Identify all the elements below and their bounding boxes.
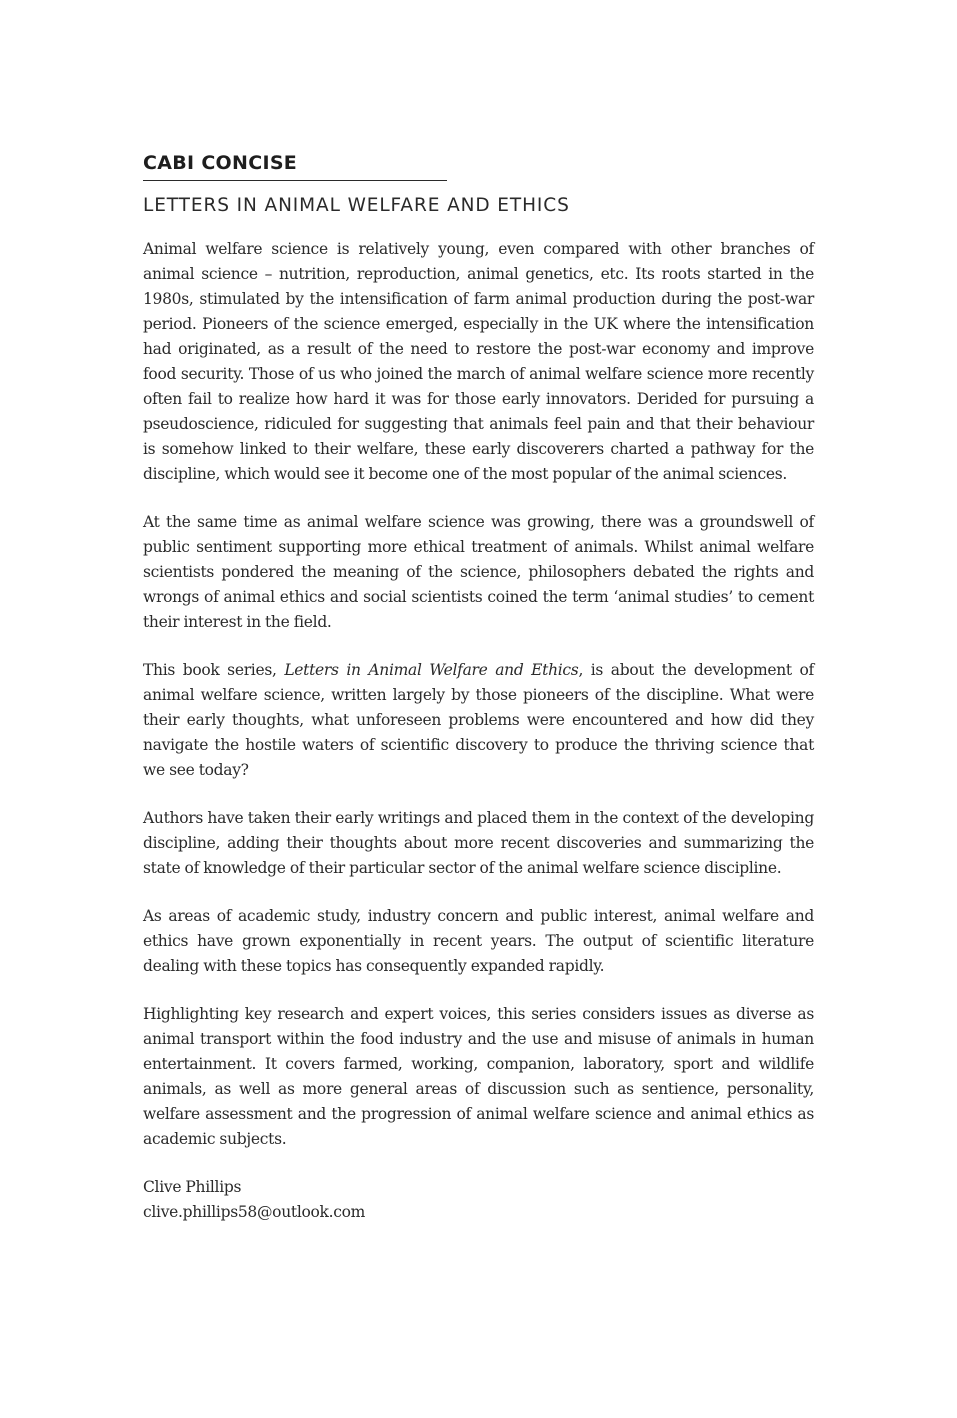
editor-name: Clive Phillips	[143, 1178, 242, 1196]
paragraph-6: Highlighting key research and expert voices, this series considers issues as diverse as animal transport within the food industry and the use and misuse of animals in human entertainment. It covers farmed, working, companion, laboratory, sport and wildlife animals, as well as more general areas of discussion such as sentience, personality, welfare assessment and the progression of animal welfare science and animal ethics as academic subjects.	[143, 1005, 814, 1148]
paragraph-3-rest: , is about the development of animal welfare science, written largely by those pioneers of the discipline. What were their early thoughts, what unforeseen problems were encountered and how did they navigate the hostile waters of scientific discovery to produce the thriving science that we see today?	[143, 661, 814, 779]
heading-rule	[143, 180, 447, 181]
brand-heading: CABI CONCISE	[143, 152, 298, 174]
paragraph-1: Animal welfare science is relatively young, even compared with other branches of animal science – nutrition, reproduction, animal genetics, etc. Its roots started in the 1980s, stimulated by the intensification of farm animal production during the post-war period. Pioneers of the science emerged, especially in the UK where the intensification had originated, as a result of the need to restore the post-war economy and improve food security. Those of us who joined the march of animal welfare science more recently often fail to realize how hard it was for those early innovators. Derided for pursuing a pseudoscience, ridiculed for suggesting that animals feel pain and that their behaviour is somehow linked to their welfare, these early discoverers charted a pathway for the discipline, which would see it become one of the most popular of the animal sciences.	[143, 240, 814, 483]
editor-email: clive.phillips58@outlook.com	[143, 1203, 366, 1221]
page	[143, 150, 814, 1225]
paragraph-3-lead: This book series,	[143, 661, 285, 679]
signature-block	[143, 1175, 814, 1225]
paragraph-5: As areas of academic study, industry concern and public interest, animal welfare and ethics have grown exponentially in recent years. The output of scientific literature dealing with these topics has consequently expanded rapidly.	[143, 907, 814, 975]
paragraph-3	[143, 658, 814, 783]
paragraph-2: At the same time as animal welfare science was growing, there was a groundswell of public sentiment supporting more ethical treatment of animals. Whilst animal welfare scientists pondered the meaning of the science, philosophers debated the rights and wrongs of animal ethics and social scientists coined the term ‘animal studies’ to cement their interest in the field.	[143, 513, 814, 631]
paragraph-4: Authors have taken their early writings and placed them in the context of the developing discipline, adding their thoughts about more recent discoveries and summarizing the state of knowledge of their particular sector of the animal welfare science discipline.	[143, 809, 814, 877]
series-title: LETTERS IN ANIMAL WELFARE AND ETHICS	[143, 195, 570, 216]
series-name-italic: Letters in Animal Welfare and Ethics	[284, 661, 579, 679]
